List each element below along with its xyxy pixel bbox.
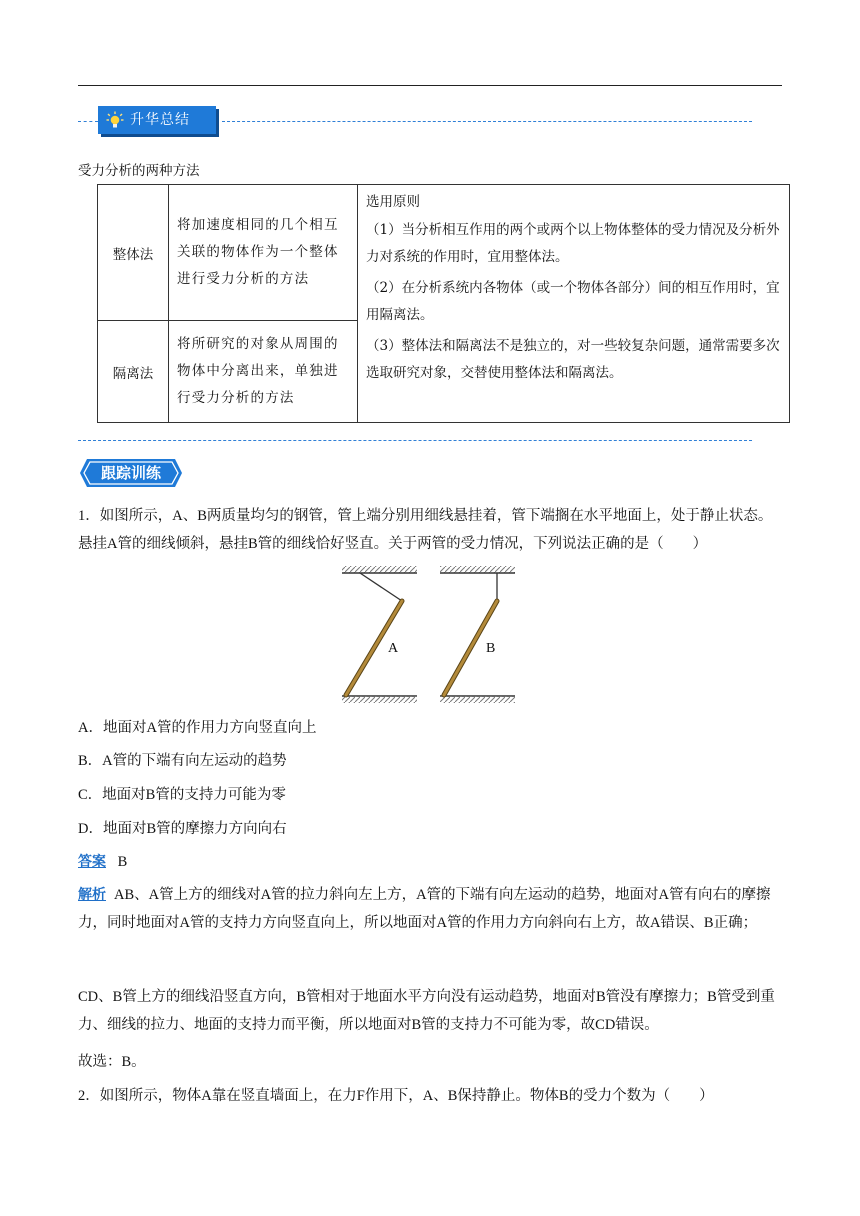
section-badge-training-label: 跟踪训练: [100, 464, 161, 482]
principle-item: （1）当分析相互作用的两个或两个以上物体整体的受力情况及分析外力对系统的作用时，宜用整体法。: [366, 222, 780, 265]
principles-title: 选用原则: [366, 194, 420, 210]
lightbulb-icon: [106, 111, 124, 129]
two-pipes-figure: [340, 562, 518, 706]
section-subtitle: 受力分析的两种方法: [78, 163, 200, 179]
analysis-paragraph-1: [78, 881, 782, 937]
section-badge-label: 升华总结: [130, 112, 190, 128]
ground-a: [342, 696, 417, 703]
string-a: [360, 573, 402, 601]
dashed-divider: [222, 121, 752, 122]
question-1-stem: 1．如图所示，A、B两质量均匀的钢管，管上端分别用细线悬挂着，管下端搁在水平地面上，处于静止状态。悬挂A管的细线倾斜，悬挂B管的细线恰好竖直。关于两管的受力情况，下列说法正确的是（ ）: [78, 508, 773, 552]
ceiling-a: [342, 566, 417, 573]
section-badge-summary: [98, 106, 216, 134]
answer-line: [78, 851, 127, 871]
pipe-label-b: B: [486, 641, 496, 656]
method-name: 整体法: [98, 185, 169, 321]
analysis-text: AB、A管上方的细线对A管的拉力斜向左上方，A管的下端有向左运动的趋势，地面对A管有向右的摩擦力，同时地面对A管的支持力方向竖直向上，所以地面对A管的作用力方向斜向右上方，故A错误、B正确；: [78, 887, 771, 931]
principle-item: （2）在分析系统内各物体（或一个物体各部分）间的相互作用时，宜用隔离法。: [366, 280, 780, 323]
option-b: B．A管的下端有向左运动的趋势: [78, 753, 287, 769]
method-description: 将所研究的对象从周围的物体中分离出来，单独进行受力分析的方法: [169, 321, 358, 423]
option-a: A．地面对A管的作用力方向竖直向上: [78, 720, 317, 736]
option-c: C．地面对B管的支持力可能为零: [78, 787, 286, 803]
principles-cell: [358, 185, 790, 423]
principle-item: （3）整体法和隔离法不是独立的，对一些较复杂问题，通常需要多次选取研究对象，交替使用整体法和隔离法。: [366, 338, 780, 381]
answer-value: B: [117, 854, 128, 870]
ground-b: [440, 696, 515, 703]
header-rule: [78, 85, 782, 86]
analysis-label: 解析: [78, 887, 106, 903]
table-row: [98, 185, 790, 321]
question-2-stem: 2．如图所示，物体A靠在竖直墙面上，在力F作用下，A、B保持静止。物体B的受力个数为（ ）: [78, 1088, 714, 1104]
option-d: D．地面对B管的摩擦力方向向右: [78, 821, 287, 837]
dashed-divider: [78, 440, 752, 441]
method-description: 将加速度相同的几个相互关联的物体作为一个整体进行受力分析的方法: [169, 185, 358, 321]
analysis-paragraph-2: CD、B管上方的细线沿竖直方向，B管相对于地面水平方向没有运动趋势，地面对B管没有摩擦力；B管受到重力、细线的拉力、地面的支持力而平衡，所以地面对B管的支持力不可能为零，故CD错误。: [78, 989, 775, 1033]
answer-label: 答案: [78, 854, 106, 870]
dashed-divider: [78, 121, 98, 122]
methods-table: [97, 184, 790, 423]
method-name: 隔离法: [98, 321, 169, 423]
analysis-conclusion: 故选：B。: [78, 1054, 146, 1070]
ceiling-b: [440, 566, 515, 573]
pipe-label-a: A: [388, 641, 399, 656]
